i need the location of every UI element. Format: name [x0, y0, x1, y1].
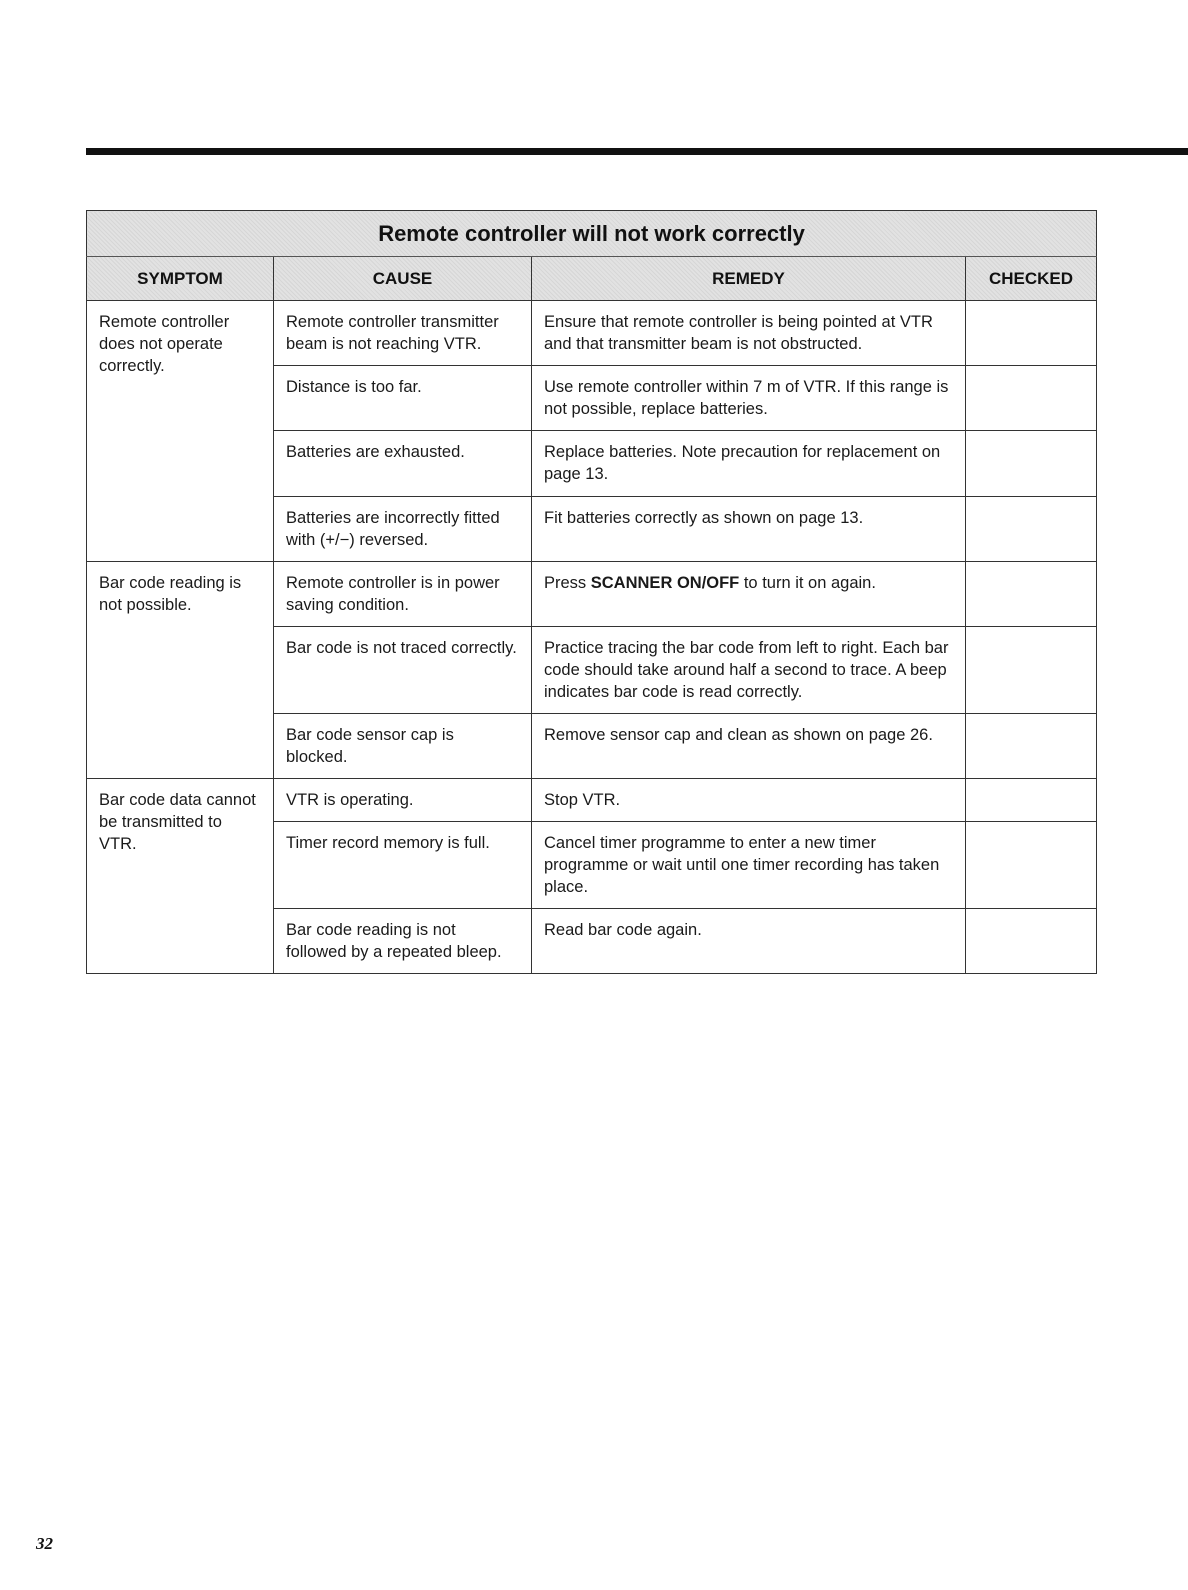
- remedy-text: Press: [544, 574, 591, 592]
- cause-cell: Distance is too far.: [274, 366, 532, 431]
- symptom-cell: Bar code reading is not possible.: [87, 562, 274, 779]
- table-row: [87, 301, 1097, 366]
- remedy-cell: Use remote controller within 7 m of VTR. If this range is not possible, replace batteries.: [532, 366, 966, 431]
- cause-cell: VTR is operating.: [274, 779, 532, 822]
- cause-cell: Bar code reading is not followed by a repeated bleep.: [274, 909, 532, 974]
- symptom-cell: Remote controller does not operate correctly.: [87, 301, 274, 562]
- header-checked: CHECKED: [966, 257, 1097, 301]
- remedy-cell: Fit batteries correctly as shown on page 13.: [532, 497, 966, 562]
- cause-cell: Remote controller transmitter beam is not reaching VTR.: [274, 301, 532, 366]
- remedy-cell: Cancel timer programme to enter a new timer programme or wait until one timer recording has taken place.: [532, 822, 966, 909]
- cause-cell: Batteries are exhausted.: [274, 431, 532, 497]
- checked-cell[interactable]: [966, 366, 1097, 431]
- checked-cell[interactable]: [966, 714, 1097, 779]
- remedy-cell: Practice tracing the bar code from left to right. Each bar code should take around half a second to trace. A beep indicates bar code is read correctly.: [532, 627, 966, 714]
- remedy-cell: Remove sensor cap and clean as shown on page 26.: [532, 714, 966, 779]
- remedy-cell: Stop VTR.: [532, 779, 966, 822]
- cause-cell: Remote controller is in power saving condition.: [274, 562, 532, 627]
- checked-cell[interactable]: [966, 431, 1097, 497]
- cause-cell: Bar code sensor cap is blocked.: [274, 714, 532, 779]
- cause-cell: Bar code is not traced correctly.: [274, 627, 532, 714]
- remedy-cell: Replace batteries. Note precaution for replacement on page 13.: [532, 431, 966, 497]
- scanner-on-off-key: SCANNER ON/OFF: [590, 574, 740, 592]
- page-number: 32: [36, 1534, 53, 1553]
- symptom-cell: Bar code data cannot be transmitted to VTR.: [87, 779, 274, 974]
- header-remedy: REMEDY: [532, 257, 966, 301]
- remedy-text: to turn it on again.: [739, 574, 876, 592]
- checked-cell[interactable]: [966, 909, 1097, 974]
- remedy-cell: Ensure that remote controller is being pointed at VTR and that transmitter beam is not obstructed.: [532, 301, 966, 366]
- checked-cell[interactable]: [966, 779, 1097, 822]
- checked-cell[interactable]: [966, 627, 1097, 714]
- top-rule: [86, 148, 1188, 155]
- table-row: [87, 779, 1097, 822]
- checked-cell[interactable]: [966, 562, 1097, 627]
- checked-cell[interactable]: [966, 301, 1097, 366]
- checked-cell[interactable]: [966, 822, 1097, 909]
- checked-cell[interactable]: [966, 497, 1097, 562]
- troubleshooting-table: [86, 210, 1097, 974]
- table-row: [87, 562, 1097, 627]
- cause-cell: Timer record memory is full.: [274, 822, 532, 909]
- remedy-cell: Read bar code again.: [532, 909, 966, 974]
- header-symptom: SYMPTOM: [87, 257, 274, 301]
- table-title: Remote controller will not work correctly: [87, 211, 1097, 257]
- cause-cell: Batteries are incorrectly fitted with (+/−) reversed.: [274, 497, 532, 562]
- remedy-cell: [532, 562, 966, 627]
- header-cause: CAUSE: [274, 257, 532, 301]
